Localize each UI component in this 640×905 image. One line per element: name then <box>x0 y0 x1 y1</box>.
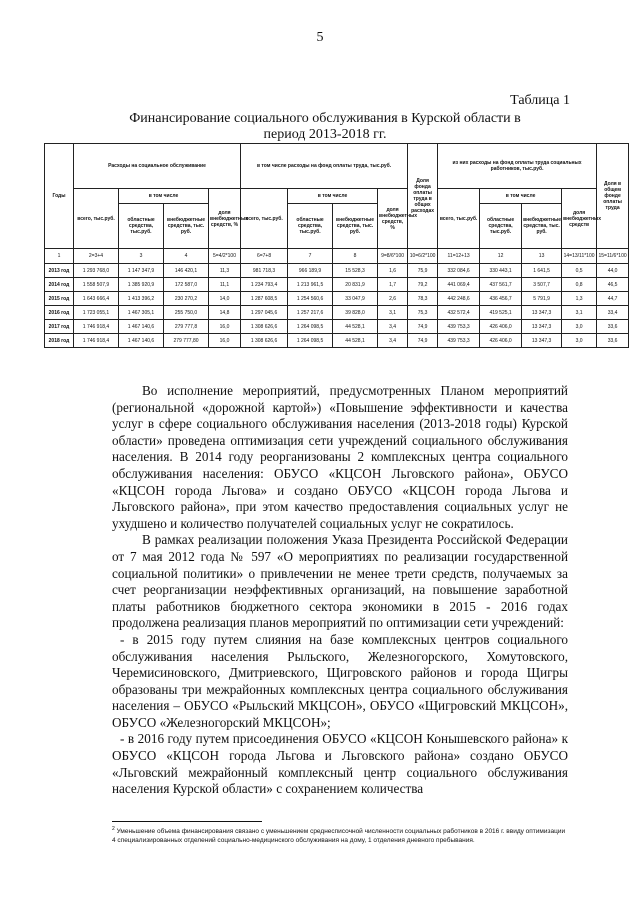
header-year: Годы <box>45 144 74 249</box>
row-year: 2017 год <box>45 320 74 334</box>
table-row <box>45 278 629 292</box>
list-item: - в 2016 году путем присоединения ОБУСО «КЦСОН Конышевского района» к ОБУСО «КЦСОН города Льгова и Льговского района» создано ОБУСО «Льговский межрайонный комплексный центр социального обслуживания населения Курской области» с сохранением количества <box>112 731 568 797</box>
header-exp-regional: областные средства, тыс.руб. <box>119 204 164 249</box>
table-cell: 14,8 <box>209 306 241 320</box>
table-cell: 1 558 507,9 <box>74 278 119 292</box>
table-cell: 1 308 626,6 <box>241 320 288 334</box>
table-cell: 11,1 <box>209 278 241 292</box>
row-year: 2016 год <box>45 306 74 320</box>
table-cell: 1 746 918,4 <box>74 320 119 334</box>
table-cell: 230 270,2 <box>164 292 209 306</box>
table-cell: 1,6 <box>378 264 408 278</box>
table-cell: 1 308 626,6 <box>241 334 288 348</box>
header-wage-regional: областные средства, тыс.руб. <box>288 204 333 249</box>
table-cell: 419 525,1 <box>480 306 522 320</box>
column-number: 14=13/11*100 <box>562 249 597 264</box>
row-year: 2015 год <box>45 292 74 306</box>
table-cell: 1 641,5 <box>522 264 562 278</box>
table-title: Финансирование социального обслуживания в Курской области в период 2013-2018 гг. <box>129 111 521 142</box>
row-year: 2014 год <box>45 278 74 292</box>
paragraph: Во исполнение мероприятий, предусмотренных Планом мероприятий (региональной «дорожной картой») «Повышение эффективности и качества услуг в сфере социального обслуживания населения (2013-2018 годы) Курской области» проведена оптимизация сети учреждений социального обслуживания населения. В 2014 году реорганизованы 2 комплексных центра социального обслуживания населения: ОБУСО «КЦСОН Льговского района», ОБУСО «КЦСОН города Льгова» и создано ОБУСО «КЦСОН города Льгова и Льговского района», при этом качество предоставления социальных услуг не ухудшено и количество получателей социальных услуг не сократилось. <box>112 383 568 531</box>
table-cell: 33 047,9 <box>333 292 378 306</box>
paragraph: В рамках реализации положения Указа Президента Российской Федерации от 7 мая 2012 года № 597 «О мероприятиях по реализации государственной социальной политики» о привлечении не менее трети средств, получаемых за счет реорганизации неэффективных организаций, на повышение заработной платы работников бюджетного сектора экономики в 2015 - 2016 годах продолжена реализация планов мероприятий по оптимизации сети учреждений: <box>112 532 568 631</box>
table-cell: 3,1 <box>562 306 597 320</box>
table-cell: 332 084,6 <box>438 264 480 278</box>
header-wage-fund-share: Доля фонда оплаты труда в общих расходах <box>408 144 438 249</box>
table-cell: 3,0 <box>562 320 597 334</box>
table-cell: 1 234 793,4 <box>241 278 288 292</box>
column-number: 9=8/6*100 <box>378 249 408 264</box>
footnote-separator <box>112 821 262 822</box>
table-cell: 966 189,9 <box>288 264 333 278</box>
table-cell: 432 572,4 <box>438 306 480 320</box>
column-number: 11=12+13 <box>438 249 480 264</box>
table-cell: 13 347,3 <box>522 306 562 320</box>
header-soc-regional: областные средства, тыс.руб. <box>480 204 522 249</box>
table-cell: 74,9 <box>408 334 438 348</box>
table-cell: 439 753,3 <box>438 334 480 348</box>
table-cell: 1 413 396,2 <box>119 292 164 306</box>
table-cell: 1 467 140,6 <box>119 320 164 334</box>
table-cell: 3 507,7 <box>522 278 562 292</box>
table-cell: 1 147 347,9 <box>119 264 164 278</box>
table-cell: 3,4 <box>378 334 408 348</box>
table-cell: 5 791,9 <box>522 292 562 306</box>
table-row <box>45 334 629 348</box>
header-share-in-wage-fund: Доля в общем фонде оплаты труда <box>597 144 629 249</box>
header-exp-nonbudget: внебюджетные средства, тыс. руб. <box>164 204 209 249</box>
table-cell: 1 254 560,6 <box>288 292 333 306</box>
table-cell: 33,6 <box>597 334 629 348</box>
table-cell: 33,6 <box>597 320 629 334</box>
table-cell: 44 528,1 <box>333 334 378 348</box>
header-social-workers-wage: из них расходы на фонд оплаты труда социальных работников, тыс.руб. <box>438 144 597 189</box>
header-expenses: Расходы на социальное обслуживание <box>74 144 241 189</box>
table-cell: 33,4 <box>597 306 629 320</box>
column-number: 5=4/2*100 <box>209 249 241 264</box>
table-cell: 44,7 <box>597 292 629 306</box>
table-cell: 75,9 <box>408 264 438 278</box>
header-soc-total: всего, тыс.руб. <box>438 189 480 249</box>
column-number: 1 <box>45 249 74 264</box>
header-wage-total: всего, тыс.руб. <box>241 189 288 249</box>
header-wage-incl: в том числе <box>288 189 378 204</box>
table-cell: 279 777,80 <box>164 334 209 348</box>
table-cell: 13 347,3 <box>522 320 562 334</box>
table-cell: 436 456,7 <box>480 292 522 306</box>
table-cell: 255 750,0 <box>164 306 209 320</box>
row-year: 2018 год <box>45 334 74 348</box>
column-number: 13 <box>522 249 562 264</box>
header-exp-share: доля внебюджетных средств, % <box>209 189 241 249</box>
table-cell: 1 746 918,4 <box>74 334 119 348</box>
column-number: 6=7+8 <box>241 249 288 264</box>
table-cell: 441 069,4 <box>438 278 480 292</box>
header-exp-incl: в том числе <box>119 189 209 204</box>
header-wage-share: доля внебюджетных средств, % <box>378 189 408 249</box>
table-cell: 1 467 140,6 <box>119 334 164 348</box>
financing-table <box>44 143 629 348</box>
table-cell: 3,0 <box>562 334 597 348</box>
table-cell: 14,0 <box>209 292 241 306</box>
column-number: 3 <box>119 249 164 264</box>
table-cell: 172 587,0 <box>164 278 209 292</box>
footnote <box>112 825 568 845</box>
table-cell: 1 257 217,6 <box>288 306 333 320</box>
table-cell: 146 420,1 <box>164 264 209 278</box>
table-cell: 1 643 666,4 <box>74 292 119 306</box>
table-cell: 79,2 <box>408 278 438 292</box>
table-cell: 981 718,3 <box>241 264 288 278</box>
header-soc-share: доля внебюджетных средств <box>562 189 597 249</box>
table-cell: 426 406,0 <box>480 334 522 348</box>
list-item: - в 2015 году путем слияния на базе комплексных центров социального обслуживания населения Рыльского, Железногорского, Хомутовского, Черемисиновского, Дмитриевского, Щигровского районов и города Щигры образованы три межрайонных комплексных центра социального обслуживания населения – ОБУСО «Рыльский МКЦСОН», ОБУСО «Щигровский МКЦСОН», ОБУСО «Железногорский МКЦСОН»; <box>112 631 568 730</box>
header-soc-incl: в том числе <box>480 189 562 204</box>
table-cell: 20 831,9 <box>333 278 378 292</box>
column-number: 15=11/6*100 <box>597 249 629 264</box>
header-wage-fund: в том числе расходы на фонд оплаты труда, тыс.руб. <box>241 144 408 189</box>
footnote-text: Уменьшение объема финансирования связано с уменьшением среднесписочной численности социальных работников в 2016 г. ввиду оптимизации 4 специализированных отделений социально-медицинского обслуживания на дому, 1 отделения дневного пребывания. <box>112 828 566 845</box>
table-caption: Таблица 1 <box>510 93 570 108</box>
column-number-row <box>45 249 629 264</box>
table-cell: 1 293 768,0 <box>74 264 119 278</box>
table-cell: 3,1 <box>378 306 408 320</box>
table-cell: 1,7 <box>378 278 408 292</box>
header-exp-total: всего, тыс.руб. <box>74 189 119 249</box>
column-number: 10=6/2*100 <box>408 249 438 264</box>
table-cell: 1 385 920,9 <box>119 278 164 292</box>
column-number: 8 <box>333 249 378 264</box>
row-year: 2013 год <box>45 264 74 278</box>
table-row <box>45 306 629 320</box>
table-cell: 16,0 <box>209 320 241 334</box>
table-cell: 437 561,7 <box>480 278 522 292</box>
table-cell: 13 347,3 <box>522 334 562 348</box>
footnote-mark: 2 <box>112 826 115 832</box>
table-cell: 439 753,3 <box>438 320 480 334</box>
table-cell: 46,5 <box>597 278 629 292</box>
table-cell: 74,9 <box>408 320 438 334</box>
header-wage-nonbudget: внебюджетные средства, тыс. руб. <box>333 204 378 249</box>
column-number: 2=3+4 <box>74 249 119 264</box>
table-cell: 1 287 608,5 <box>241 292 288 306</box>
table-cell: 39 828,0 <box>333 306 378 320</box>
table-cell: 426 406,0 <box>480 320 522 334</box>
table-cell: 1 297 045,6 <box>241 306 288 320</box>
table-cell: 44,0 <box>597 264 629 278</box>
table-cell: 330 443,1 <box>480 264 522 278</box>
table-cell: 1 264 098,5 <box>288 320 333 334</box>
table-cell: 78,3 <box>408 292 438 306</box>
table-row <box>45 320 629 334</box>
header-soc-nonbudget: внебюджетные средства, тыс. руб. <box>522 204 562 249</box>
page-number: 5 <box>316 30 324 45</box>
column-number: 4 <box>164 249 209 264</box>
table-cell: 15 528,3 <box>333 264 378 278</box>
table-cell: 1,3 <box>562 292 597 306</box>
table-cell: 279 777,8 <box>164 320 209 334</box>
table-cell: 1 264 098,5 <box>288 334 333 348</box>
table-cell: 0,5 <box>562 264 597 278</box>
table-cell: 442 248,6 <box>438 292 480 306</box>
column-number: 7 <box>288 249 333 264</box>
table-cell: 0,8 <box>562 278 597 292</box>
table-row <box>45 264 629 278</box>
table-cell: 1 213 961,5 <box>288 278 333 292</box>
body-text <box>112 383 568 798</box>
table-cell: 2,6 <box>378 292 408 306</box>
table-cell: 1 723 055,1 <box>74 306 119 320</box>
table-cell: 16,0 <box>209 334 241 348</box>
table-row <box>45 292 629 306</box>
table-cell: 11,3 <box>209 264 241 278</box>
table-cell: 3,4 <box>378 320 408 334</box>
column-number: 12 <box>480 249 522 264</box>
table-cell: 75,3 <box>408 306 438 320</box>
table-cell: 44 528,1 <box>333 320 378 334</box>
table-cell: 1 467 305,1 <box>119 306 164 320</box>
